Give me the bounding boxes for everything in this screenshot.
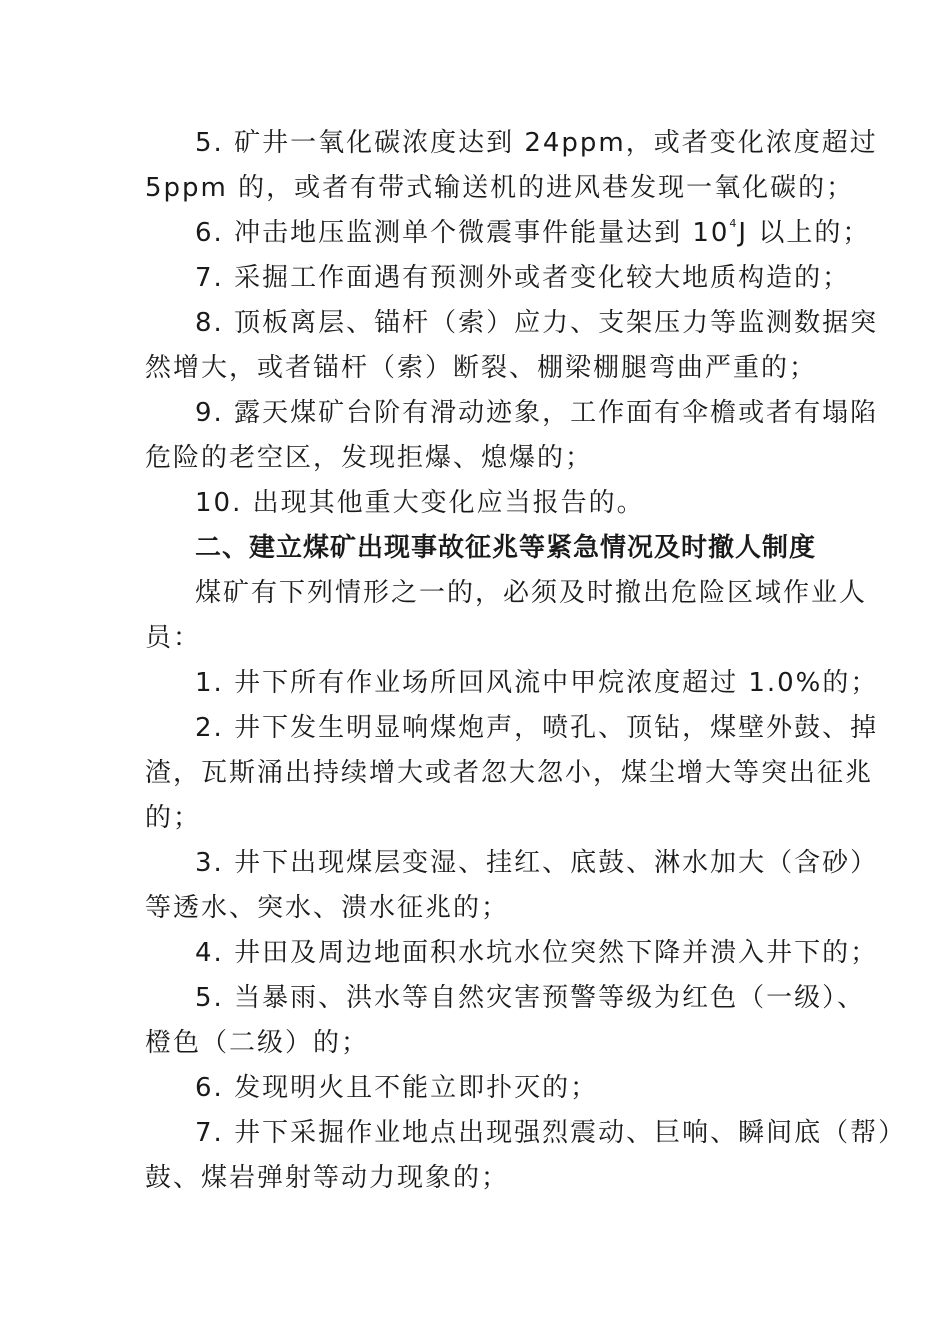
s2-intro-line1: 煤矿有下列情形之一的，必须及时撤出危险区域作业人 xyxy=(195,578,868,608)
s2-item1: 1. 井下所有作业场所回风流中甲烷浓度超过 1.0%的； xyxy=(195,668,879,698)
s2-item2-line2: 渣，瓦斯涌出持续增大或者忽大忽小，煤尘增大等突出征兆 xyxy=(145,758,874,788)
s2-item4: 4. 井田及周边地面积水坑水位突然下降并溃入井下的； xyxy=(195,938,879,968)
s2-item5-line2: 橙色（二级）的； xyxy=(145,1028,370,1058)
s1-item6-exponent: 4 xyxy=(729,217,739,231)
s1-item10: 10. 出现其他重大变化应当报告的。 xyxy=(195,488,645,518)
s1-item5-line2: 5ppm 的，或者有带式输送机的进风巷发现一氧化碳的； xyxy=(145,173,855,203)
s1-item8-line2: 然增大，或者锚杆（索）断裂、棚梁棚腿弯曲严重的； xyxy=(145,353,818,383)
s1-item6-text: 6. 冲击地压监测单个微震事件能量达到 10 xyxy=(195,218,730,248)
s2-item2-line1: 2. 井下发生明显响煤炮声，喷孔、顶钻，煤壁外鼓、掉 xyxy=(195,713,879,743)
s2-item2-line3: 的； xyxy=(145,803,202,833)
s1-item6-tail: J 以上的； xyxy=(738,218,871,248)
s1-item7: 7. 采掘工作面遇有预测外或者变化较大地质构造的； xyxy=(195,263,851,293)
s1-item5-line1: 5. 矿井一氧化碳浓度达到 24ppm，或者变化浓度超过 xyxy=(195,128,878,158)
s2-item3-line1: 3. 井下出现煤层变湿、挂红、底鼓、淋水加大（含砂） xyxy=(195,848,879,878)
s2-item7-line1: 7. 井下采掘作业地点出现强烈震动、巨响、瞬间底（帮） xyxy=(195,1118,907,1148)
s1-item8-line1: 8. 顶板离层、锚杆（索）应力、支架压力等监测数据突 xyxy=(195,308,879,338)
s2-item7-line2: 鼓、煤岩弹射等动力现象的； xyxy=(145,1163,510,1193)
s2-item5-line1: 5. 当暴雨、洪水等自然灾害预警等级为红色（一级）、 xyxy=(195,983,866,1013)
s1-item9-line2: 危险的老空区，发现拒爆、熄爆的； xyxy=(145,443,594,473)
section2-heading: 二、建立煤矿出现事故征兆等紧急情况及时撤人制度 xyxy=(195,533,817,563)
s2-item3-line2: 等透水、突水、溃水征兆的； xyxy=(145,893,510,923)
s1-item6 xyxy=(195,217,870,249)
s2-intro-line2: 员： xyxy=(145,623,202,653)
s2-item6: 6. 发现明火且不能立即扑灭的； xyxy=(195,1073,599,1103)
s1-item9-line1: 9. 露天煤矿台阶有滑动迹象，工作面有伞檐或者有塌陷 xyxy=(195,398,879,428)
